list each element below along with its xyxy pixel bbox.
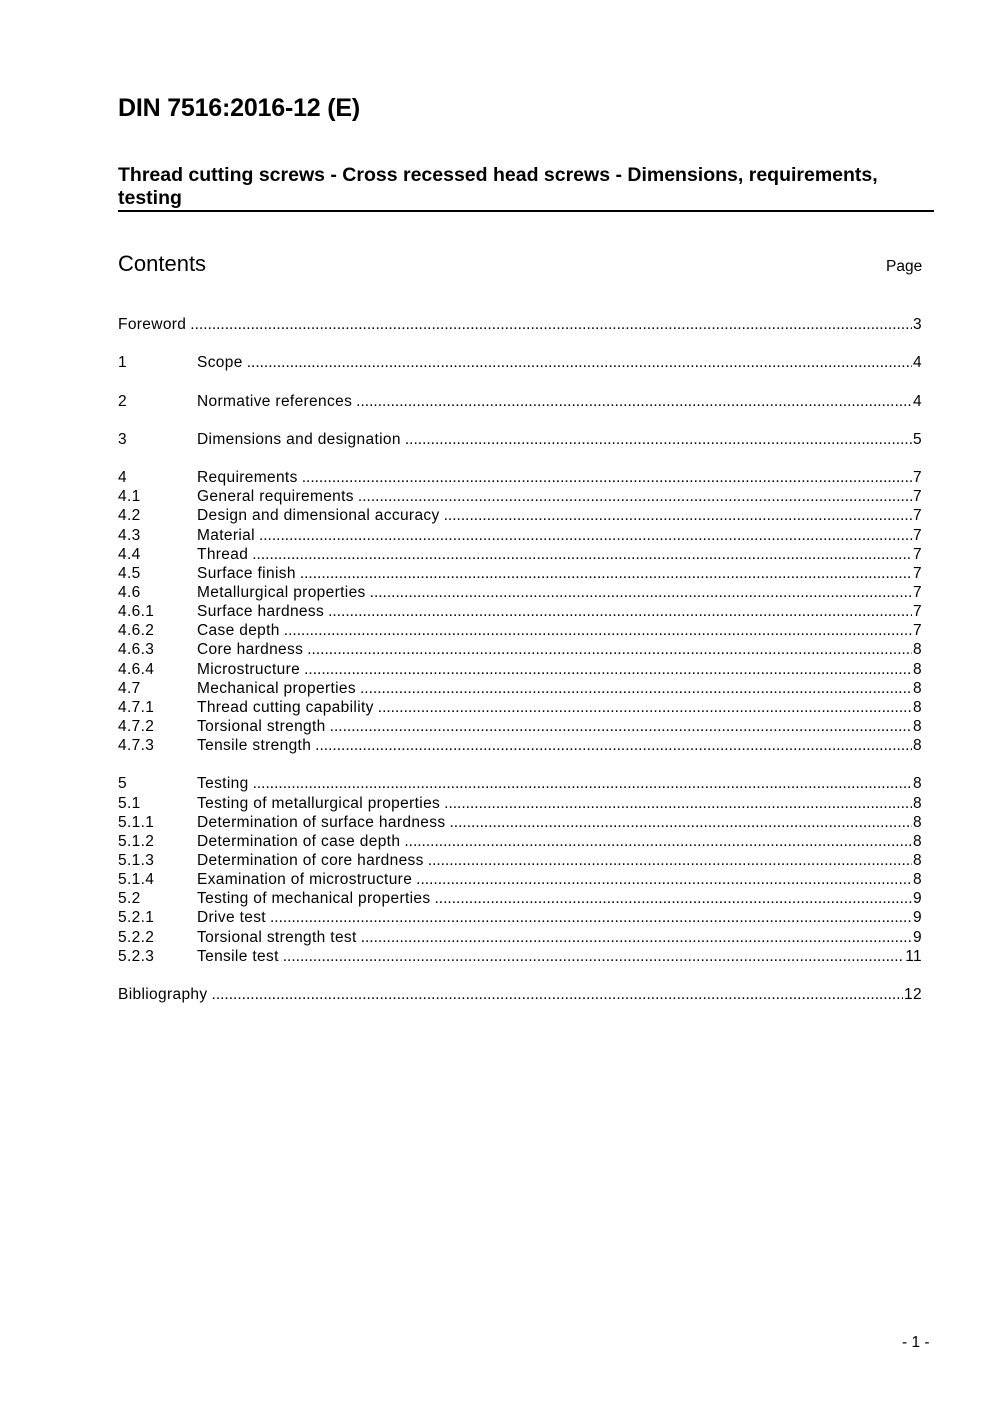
toc-leader-dots bbox=[428, 852, 912, 870]
toc-leader-dots bbox=[444, 507, 912, 525]
toc-leader-dots bbox=[253, 775, 912, 793]
toc-leader-dots bbox=[300, 565, 912, 583]
toc-entry-number: 1 bbox=[118, 354, 127, 372]
toc-entry-label: Testing of metallurgical properties bbox=[197, 794, 441, 812]
toc-entry-label: Testing bbox=[197, 775, 249, 793]
toc-leader-dots bbox=[356, 393, 912, 411]
toc-entry-normative-references[interactable] bbox=[118, 393, 922, 412]
toc-entry-number: 4.3 bbox=[118, 526, 141, 544]
toc-leader-dots bbox=[252, 546, 912, 564]
toc-entry-page: 8 bbox=[913, 660, 922, 678]
toc-leader-dots bbox=[360, 680, 912, 698]
toc-entry-label: Normative references bbox=[197, 392, 353, 410]
toc-entry-number: 5 bbox=[118, 775, 127, 793]
toc-entry-examination-of-microstructure[interactable] bbox=[118, 871, 922, 890]
toc-leader-dots bbox=[405, 431, 912, 449]
toc-entry-label: Determination of case depth bbox=[197, 832, 401, 850]
toc-entry-core-hardness[interactable] bbox=[118, 641, 922, 660]
toc-entry-page: 8 bbox=[913, 813, 922, 831]
toc-entry-microstructure[interactable] bbox=[118, 661, 922, 680]
toc-entry-number: 4.7.1 bbox=[118, 698, 155, 716]
title-divider bbox=[118, 210, 934, 212]
toc-entry-label: General requirements bbox=[197, 488, 354, 506]
toc-entry-foreword[interactable] bbox=[118, 316, 922, 335]
toc-leader-dots bbox=[270, 909, 912, 927]
toc-entry-page: 8 bbox=[913, 775, 922, 793]
toc-entry-page: 8 bbox=[913, 717, 922, 735]
toc-entry-page: 3 bbox=[913, 316, 922, 333]
toc-entry-page: 7 bbox=[913, 545, 922, 563]
toc-entry-tensile-strength[interactable] bbox=[118, 737, 922, 756]
toc-entry-number: 4.6.4 bbox=[118, 660, 155, 678]
toc-entry-page: 7 bbox=[913, 526, 922, 544]
toc-leader-dots bbox=[259, 527, 912, 545]
toc-entry-material[interactable] bbox=[118, 527, 922, 546]
toc-entry-number: 4.6.1 bbox=[118, 603, 155, 621]
toc-entry-page: 8 bbox=[913, 641, 922, 659]
toc-entry-number: 5.2.1 bbox=[118, 909, 155, 927]
document-title: Thread cutting screws - Cross recessed head screws - Dimensions, requirements, testing bbox=[118, 164, 878, 209]
toc-entry-label: Requirements bbox=[197, 469, 298, 487]
toc-entry-label: Core hardness bbox=[197, 641, 304, 659]
toc-entry-page: 11 bbox=[905, 947, 922, 965]
toc-entry-label: Determination of surface hardness bbox=[197, 813, 446, 831]
toc-entry-requirements[interactable] bbox=[118, 469, 922, 488]
toc-entry-number: 4 bbox=[118, 469, 127, 487]
toc-entry-label: Thread bbox=[197, 545, 249, 563]
toc-leader-dots bbox=[416, 871, 912, 889]
toc-entry-label: Microstructure bbox=[197, 660, 301, 678]
toc-entry-label: Material bbox=[197, 526, 255, 544]
toc-entry-label: Tensile strength bbox=[197, 737, 312, 755]
toc-entry-page: 5 bbox=[913, 430, 922, 448]
toc-entry-number: 3 bbox=[118, 430, 127, 448]
toc-entry-label: Surface hardness bbox=[197, 603, 325, 621]
toc-entry-number: 4.1 bbox=[118, 488, 141, 506]
toc-entry-page: 8 bbox=[913, 698, 922, 716]
toc-entry-label: Scope bbox=[197, 354, 243, 372]
toc-leader-dots bbox=[370, 584, 912, 602]
toc-entry-page: 7 bbox=[913, 583, 922, 601]
toc-entry-label: Dimensions and designation bbox=[197, 430, 401, 448]
toc-entry-label: Examination of microstructure bbox=[197, 871, 413, 889]
toc-entry-label: Determination of core hardness bbox=[197, 851, 424, 869]
page-column-heading: Page bbox=[886, 258, 923, 275]
toc-entry-number: 4.6 bbox=[118, 583, 141, 601]
toc-entry-testing-of-metallurgical-properties[interactable] bbox=[118, 795, 922, 814]
toc-entry-number: 4.7 bbox=[118, 679, 141, 697]
table-of-contents bbox=[118, 316, 922, 1005]
toc-entry-number: 4.7.3 bbox=[118, 737, 155, 755]
toc-leader-dots bbox=[212, 986, 904, 1004]
toc-entry-label: Bibliography bbox=[118, 985, 208, 1003]
toc-entry-page: 8 bbox=[913, 871, 922, 889]
toc-leader-dots bbox=[304, 661, 912, 679]
toc-entry-page: 4 bbox=[913, 392, 922, 410]
toc-leader-dots bbox=[449, 814, 912, 832]
toc-leader-dots bbox=[247, 354, 912, 372]
toc-leader-dots bbox=[358, 488, 912, 506]
toc-entry-torsional-strength-test[interactable] bbox=[118, 929, 922, 948]
toc-entry-label: Drive test bbox=[197, 909, 266, 927]
page-number: - 1 - bbox=[902, 1334, 930, 1351]
toc-entry-testing-of-mechanical-properties[interactable] bbox=[118, 890, 922, 909]
contents-heading: Contents bbox=[118, 251, 207, 276]
toc-entry-page: 8 bbox=[913, 679, 922, 697]
toc-entry-determination-of-case-depth[interactable] bbox=[118, 833, 922, 852]
toc-entry-number: 4.4 bbox=[118, 545, 141, 563]
toc-entry-tensile-test[interactable] bbox=[118, 948, 922, 967]
toc-entry-page: 7 bbox=[913, 507, 922, 525]
toc-entry-label: Testing of mechanical properties bbox=[197, 890, 431, 908]
toc-entry-label: Thread cutting capability bbox=[197, 698, 374, 716]
toc-entry-number: 5.2 bbox=[118, 890, 141, 908]
toc-entry-page: 4 bbox=[913, 354, 922, 372]
toc-leader-dots bbox=[302, 469, 912, 487]
toc-entry-page: 9 bbox=[913, 909, 922, 927]
toc-entry-number: 4.6.3 bbox=[118, 641, 155, 659]
toc-entry-torsional-strength[interactable] bbox=[118, 718, 922, 737]
toc-leader-dots bbox=[330, 718, 912, 736]
toc-entry-label: Torsional strength test bbox=[197, 928, 357, 946]
toc-leader-dots bbox=[404, 833, 912, 851]
toc-entry-drive-test[interactable] bbox=[118, 909, 922, 928]
toc-entry-number: 4.7.2 bbox=[118, 717, 155, 735]
toc-entry-page: 7 bbox=[913, 488, 922, 506]
toc-entry-bibliography[interactable] bbox=[118, 986, 922, 1005]
toc-entry-mechanical-properties[interactable] bbox=[118, 680, 922, 699]
toc-entry-number: 5.1 bbox=[118, 794, 141, 812]
toc-entry-thread-cutting-capability[interactable] bbox=[118, 699, 922, 718]
toc-entry-label: Mechanical properties bbox=[197, 679, 356, 697]
toc-entry-label: Torsional strength bbox=[197, 717, 326, 735]
toc-entry-page: 8 bbox=[913, 737, 922, 755]
toc-entry-number: 4.5 bbox=[118, 564, 141, 582]
toc-leader-dots bbox=[328, 603, 912, 621]
toc-entry-page: 7 bbox=[913, 564, 922, 582]
toc-entry-label: Foreword bbox=[118, 316, 187, 333]
toc-entry-label: Metallurgical properties bbox=[197, 583, 366, 601]
toc-entry-testing[interactable] bbox=[118, 775, 922, 794]
toc-entry-scope[interactable] bbox=[118, 354, 922, 373]
toc-entry-number: 5.1.3 bbox=[118, 851, 155, 869]
toc-leader-dots bbox=[434, 890, 912, 908]
toc-entry-number: 5.2.3 bbox=[118, 947, 155, 965]
toc-entry-case-depth[interactable] bbox=[118, 622, 922, 641]
toc-entry-number: 5.2.2 bbox=[118, 928, 155, 946]
toc-entry-page: 7 bbox=[913, 622, 922, 640]
toc-leader-dots bbox=[284, 622, 912, 640]
toc-entry-page: 12 bbox=[904, 985, 922, 1003]
toc-entry-page: 8 bbox=[913, 851, 922, 869]
toc-entry-number: 2 bbox=[118, 392, 127, 410]
toc-leader-dots bbox=[444, 795, 912, 813]
toc-leader-dots bbox=[307, 641, 912, 659]
toc-entry-page: 8 bbox=[913, 832, 922, 850]
toc-entry-determination-of-surface-hardness[interactable] bbox=[118, 814, 922, 833]
document-id: DIN 7516:2016-12 (E) bbox=[118, 94, 360, 122]
toc-leader-dots bbox=[378, 699, 912, 717]
toc-entry-design-and-dimensional-accuracy[interactable] bbox=[118, 507, 922, 526]
toc-leader-dots bbox=[361, 929, 912, 947]
toc-entry-page: 7 bbox=[913, 603, 922, 621]
toc-entry-number: 4.2 bbox=[118, 507, 141, 525]
toc-entry-label: Design and dimensional accuracy bbox=[197, 507, 440, 525]
toc-leader-dots bbox=[190, 316, 912, 334]
toc-entry-surface-hardness[interactable] bbox=[118, 603, 922, 622]
toc-entry-page: 9 bbox=[913, 890, 922, 908]
toc-entry-number: 5.1.1 bbox=[118, 813, 155, 831]
toc-entry-dimensions-and-designation[interactable] bbox=[118, 431, 922, 450]
toc-entry-label: Tensile test bbox=[197, 947, 279, 965]
toc-leader-dots bbox=[315, 737, 912, 755]
toc-entry-general-requirements[interactable] bbox=[118, 488, 922, 507]
toc-entry-number: 4.6.2 bbox=[118, 622, 155, 640]
toc-entry-page: 9 bbox=[913, 928, 922, 946]
toc-entry-page: 8 bbox=[913, 794, 922, 812]
toc-entry-number: 5.1.2 bbox=[118, 832, 155, 850]
toc-entry-label: Surface finish bbox=[197, 564, 296, 582]
toc-leader-dots bbox=[283, 948, 904, 966]
toc-entry-metallurgical-properties[interactable] bbox=[118, 584, 922, 603]
toc-entry-determination-of-core-hardness[interactable] bbox=[118, 852, 922, 871]
toc-entry-thread[interactable] bbox=[118, 546, 922, 565]
toc-entry-surface-finish[interactable] bbox=[118, 565, 922, 584]
toc-entry-label: Case depth bbox=[197, 622, 280, 640]
toc-entry-number: 5.1.4 bbox=[118, 871, 155, 889]
toc-entry-page: 7 bbox=[913, 469, 922, 487]
